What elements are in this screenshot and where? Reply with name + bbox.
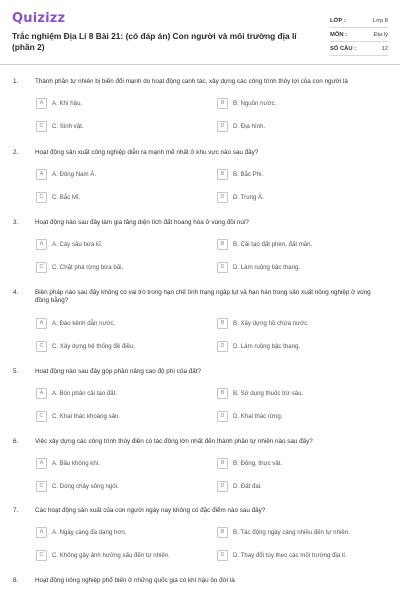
option-d-box: D xyxy=(217,262,228,273)
option-c[interactable] xyxy=(36,410,120,422)
option-b-text: B. Xây dựng hồ chứa nước. xyxy=(233,319,309,327)
option-c[interactable] xyxy=(36,120,84,132)
option-a-text: A. Đông Nam Á. xyxy=(52,170,97,178)
option-a-box: A xyxy=(36,388,47,399)
option-c[interactable] xyxy=(36,191,80,203)
option-b-box: B xyxy=(217,98,228,109)
option-d[interactable] xyxy=(217,480,262,492)
option-c-box: C xyxy=(36,550,47,561)
question-number: 7. xyxy=(13,507,19,514)
question-number: 8. xyxy=(13,577,19,584)
worksheet-meta xyxy=(330,14,388,56)
question-text: Biện pháp nào sau đây không có vai trò trong hạn chế tình trạng ngập lụt và hạn hán trong sản xuất nông nghiệp ở vùng đồng bằng? xyxy=(35,289,371,304)
header-divider xyxy=(0,64,400,65)
option-b-box: B xyxy=(217,388,228,399)
option-c[interactable] xyxy=(36,549,170,561)
option-b-text: B. Sử dụng thuốc trừ sâu. xyxy=(233,389,304,397)
question-number: 5. xyxy=(13,368,19,375)
option-d-text: D. Đất đai. xyxy=(233,482,262,490)
option-c-box: C xyxy=(36,262,47,273)
question-text: Hoạt động sản xuất công nghiệp diễn ra mạnh mẽ nhất ở khu vực nào sau đây? xyxy=(35,149,259,156)
option-d-text: D. Địa hình. xyxy=(233,122,266,130)
option-b[interactable] xyxy=(217,238,312,250)
meta-class-value: Lớp 8 xyxy=(372,17,388,24)
option-b-box: B xyxy=(217,458,228,469)
option-c-text: C. Bắc Mĩ. xyxy=(52,193,81,201)
option-a-box: A xyxy=(36,527,47,538)
option-b-text: B. Tác động ngày càng nhiều đến tự nhiên. xyxy=(233,528,350,536)
worksheet-header xyxy=(0,0,400,64)
meta-subject-value: Địa lý xyxy=(373,31,388,38)
question-number: 1. xyxy=(13,78,19,85)
option-a[interactable] xyxy=(36,317,115,329)
meta-subject xyxy=(330,28,388,42)
option-a[interactable] xyxy=(36,168,96,180)
meta-class xyxy=(330,14,388,28)
question-number: 4. xyxy=(13,289,19,296)
option-d[interactable] xyxy=(217,261,300,273)
option-c-box: C xyxy=(36,192,47,203)
option-b[interactable] xyxy=(217,317,309,329)
option-b-text: B. Động, thực vật. xyxy=(233,459,283,467)
option-d-box: D xyxy=(217,550,228,561)
option-b[interactable] xyxy=(217,457,282,469)
option-a[interactable] xyxy=(36,387,117,399)
option-a[interactable] xyxy=(36,457,100,469)
option-b-box: B xyxy=(217,527,228,538)
option-b-box: B xyxy=(217,239,228,250)
meta-question-count xyxy=(330,42,388,56)
worksheet-title: Trắc nghiệm Địa Lí 8 Bài 21: (có đáp án) Con người và môi trường địa lí (phần 2) xyxy=(12,31,297,52)
option-a-text: A. Bón phân cải tạo đất. xyxy=(52,389,118,397)
option-d[interactable] xyxy=(217,549,347,561)
option-a-box: A xyxy=(36,169,47,180)
meta-question-count-label: SỐ CÂU : xyxy=(330,45,357,52)
question-text: Việc xây dựng các công trình thủy điện có tác động lớn nhất đến thành phần tự nhiên nào sau đây? xyxy=(35,438,313,445)
option-a-text: A. Khí hậu. xyxy=(52,99,83,107)
question-text: Hoạt động nông nghiệp phổ biến ở những quốc gia có khí hậu ôn đới là xyxy=(35,577,235,584)
option-c-text: C. Dòng chảy sông ngòi. xyxy=(52,482,119,490)
option-a[interactable] xyxy=(36,238,102,250)
option-b-text: B. Cải tạo đất phèn, đất mặn. xyxy=(233,240,313,248)
option-a-box: A xyxy=(36,239,47,250)
option-a-text: A. Cày sâu bừa kĩ. xyxy=(52,240,103,248)
option-a-text: A. Bầu không khí. xyxy=(52,459,101,467)
meta-subject-label: MÔN : xyxy=(330,31,348,38)
option-d-text: D. Thay đổi tùy theo các môi trường địa lí. xyxy=(233,551,347,559)
option-d-box: D xyxy=(217,341,228,352)
option-b-box: B xyxy=(217,169,228,180)
option-b-text: B. Nguồn nước. xyxy=(233,99,277,107)
option-d-box: D xyxy=(217,192,228,203)
meta-question-count-value: 12 xyxy=(381,45,388,52)
option-d[interactable] xyxy=(217,191,264,203)
option-c-text: C. Chặt phá rừng bừa bãi. xyxy=(52,263,124,271)
option-d-box: D xyxy=(217,481,228,492)
option-d-text: D. Khai thác rừng. xyxy=(233,412,283,420)
option-b[interactable] xyxy=(217,387,303,399)
option-d-text: D. Làm ruộng bậc thang. xyxy=(233,263,301,271)
option-c[interactable] xyxy=(36,480,119,492)
option-b[interactable] xyxy=(217,97,276,109)
option-b[interactable] xyxy=(217,168,263,180)
option-d-box: D xyxy=(217,411,228,422)
option-d-box: D xyxy=(217,121,228,132)
question-number: 6. xyxy=(13,438,19,445)
option-a-text: A. Đào kênh dẫn nước. xyxy=(52,319,116,327)
option-c-box: C xyxy=(36,481,47,492)
option-c-text: C. Sinh vật. xyxy=(52,122,84,130)
option-d-text: D. Làm ruộng bậc thang. xyxy=(233,342,301,350)
option-b-box: B xyxy=(217,318,228,329)
option-c-box: C xyxy=(36,121,47,132)
option-d[interactable] xyxy=(217,410,282,422)
question-number: 3. xyxy=(13,219,19,226)
option-d-text: D. Trung Á. xyxy=(233,193,264,201)
option-c-text: C. Không gây ảnh hưởng xấu đến tự nhiên. xyxy=(52,551,170,559)
option-a-box: A xyxy=(36,458,47,469)
option-c-box: C xyxy=(36,341,47,352)
option-c[interactable] xyxy=(36,261,123,273)
option-a-box: A xyxy=(36,98,47,109)
option-a-box: A xyxy=(36,318,47,329)
option-b[interactable] xyxy=(217,526,350,538)
question-number: 2. xyxy=(13,149,19,156)
option-a-text: A. Ngày càng đa dạng hơn. xyxy=(52,528,127,536)
option-b-text: B. Bắc Phi. xyxy=(233,170,264,178)
question-text: Hoạt động nào sau đây làm gia tăng diện tích đất hoang hóa ở vùng đồi núi? xyxy=(35,219,249,226)
option-c[interactable] xyxy=(36,340,135,352)
option-c-box: C xyxy=(36,411,47,422)
question-text: Thành phần tự nhiên bị biến đổi mạnh do hoạt động canh tác, xây dựng các công trình thủy lợi của con người là xyxy=(35,78,348,85)
option-c-text: C. Xây dựng hệ thống đê điều. xyxy=(52,342,136,350)
question-text: Hoạt động nào sau đây góp phần nâng cao độ phì của đất? xyxy=(35,368,201,375)
quizizz-logo: Quizizz xyxy=(12,11,66,26)
option-a[interactable] xyxy=(36,97,82,109)
meta-class-label: LỚP : xyxy=(330,17,346,24)
option-a[interactable] xyxy=(36,526,126,538)
option-c-text: C. Khai thác khoáng sản. xyxy=(52,412,121,420)
option-d[interactable] xyxy=(217,120,265,132)
question-text: Các hoạt động sản xuất của con người ngày nay không có đặc điểm nào sau đây? xyxy=(35,507,266,514)
option-d[interactable] xyxy=(217,340,300,352)
